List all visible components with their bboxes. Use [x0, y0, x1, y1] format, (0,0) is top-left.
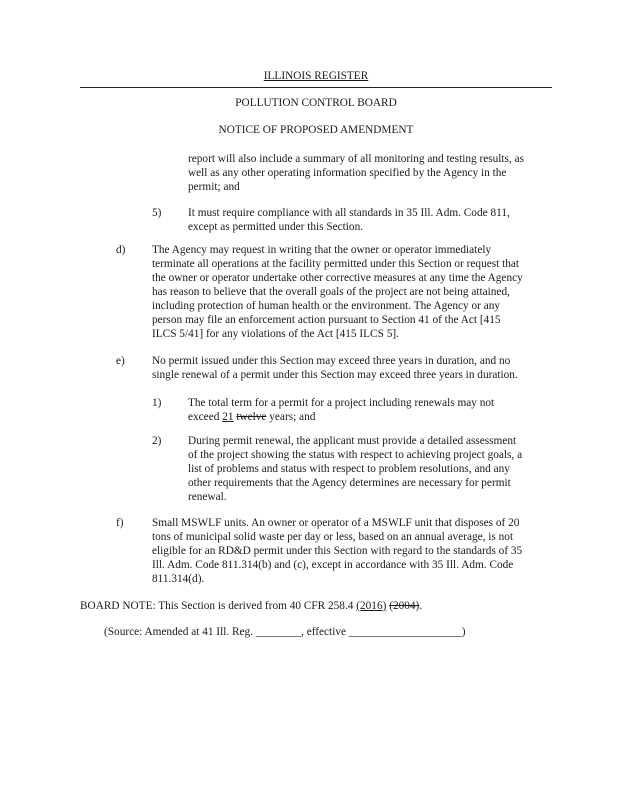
- text-line: terminate all operations at the facility permitted under this Section or request that: [152, 258, 520, 270]
- text-fragment: exceed: [188, 411, 223, 423]
- text-fragment: years; and: [266, 411, 316, 423]
- text-line: the owner or operator undertake other corrective measures at any time the Agency: [152, 272, 523, 284]
- text-line: ILCS 5/41] for any violations of the Act [415 ILCS 5].: [152, 328, 399, 340]
- text-line: 811.314(d).: [152, 573, 205, 585]
- item-number: 1): [152, 397, 162, 409]
- text-fragment: (Source: Amended at 41 Ill. Reg.: [104, 626, 256, 638]
- deleted-text: twelve: [236, 411, 267, 423]
- amended-line: [188, 410, 315, 424]
- subsection-label: f): [116, 517, 124, 529]
- text-line: The total term for a permit for a project including renewals may not: [188, 397, 495, 409]
- text-fragment: .: [419, 600, 423, 612]
- inserted-text: 21: [222, 411, 234, 423]
- text-fragment: BOARD NOTE: This Section is derived from 40 CFR 258.4: [80, 600, 357, 612]
- text-line: It must require compliance with all standards in 35 Ill. Adm. Code 811,: [188, 207, 510, 219]
- text-line: except as permitted under this Section.: [188, 221, 364, 233]
- board-title: POLLUTION CONTROL BOARD: [235, 97, 397, 109]
- blank-field: ________: [255, 626, 302, 638]
- text-line: including protection of human health or the environment. The Agency or any: [152, 300, 501, 312]
- text-line: tons of municipal solid waste per day or less, based on an annual average, is not: [152, 531, 514, 543]
- text-line: other requirements that the Agency determines are necessary for permit: [188, 477, 511, 489]
- board-note: [80, 599, 422, 613]
- source-note: [104, 625, 466, 639]
- text-line: No permit issued under this Section may exceed three years in duration, and no: [152, 355, 511, 367]
- deleted-text: (2004): [389, 600, 420, 612]
- text-line: eligible for an RD&D permit under this Section with regard to the standards of 35: [152, 545, 523, 557]
- subsection-label: e): [116, 355, 125, 367]
- text-fragment: , effective: [301, 626, 349, 638]
- inserted-text: (2016): [356, 600, 387, 612]
- text-line: The Agency may request in writing that the owner or operator immediately: [152, 244, 492, 256]
- text-line: Ill. Adm. Code 811.314(b) and (c), except in accordance with 35 Ill. Adm. Code: [152, 559, 514, 571]
- text-line: person may file an enforcement action pursuant to Section 41 of the Act [415: [152, 314, 501, 326]
- register-title: ILLINOIS REGISTER: [263, 70, 369, 82]
- notice-title: NOTICE OF PROPOSED AMENDMENT: [218, 124, 414, 136]
- text-line: report will also include a summary of all monitoring and testing results, as: [188, 153, 525, 165]
- text-line: has reason to believe that the overall goals of the project are not being attained,: [152, 286, 510, 298]
- blank-field: ____________________: [348, 626, 462, 638]
- text-line: list of problems and status with respect to problem resolutions, and any: [188, 463, 510, 475]
- text-line: well as any other operating information specified by the Agency in the: [188, 167, 507, 179]
- item-number: 5): [152, 207, 162, 219]
- header-rule: [80, 87, 552, 88]
- text-line: permit; and: [188, 181, 240, 193]
- text-line: During permit renewal, the applicant must provide a detailed assessment: [188, 435, 517, 447]
- text-fragment: ): [461, 626, 466, 638]
- item-number: 2): [152, 435, 162, 447]
- text-line: of the project showing the status with respect to achieving project goals, a: [188, 449, 523, 461]
- subsection-label: d): [116, 244, 126, 256]
- text-line: renewal.: [188, 491, 227, 503]
- text-line: Small MSWLF units. An owner or operator of a MSWLF unit that disposes of 20: [152, 517, 520, 529]
- text-line: single renewal of a permit under this Section may exceed three years in duration.: [152, 369, 518, 381]
